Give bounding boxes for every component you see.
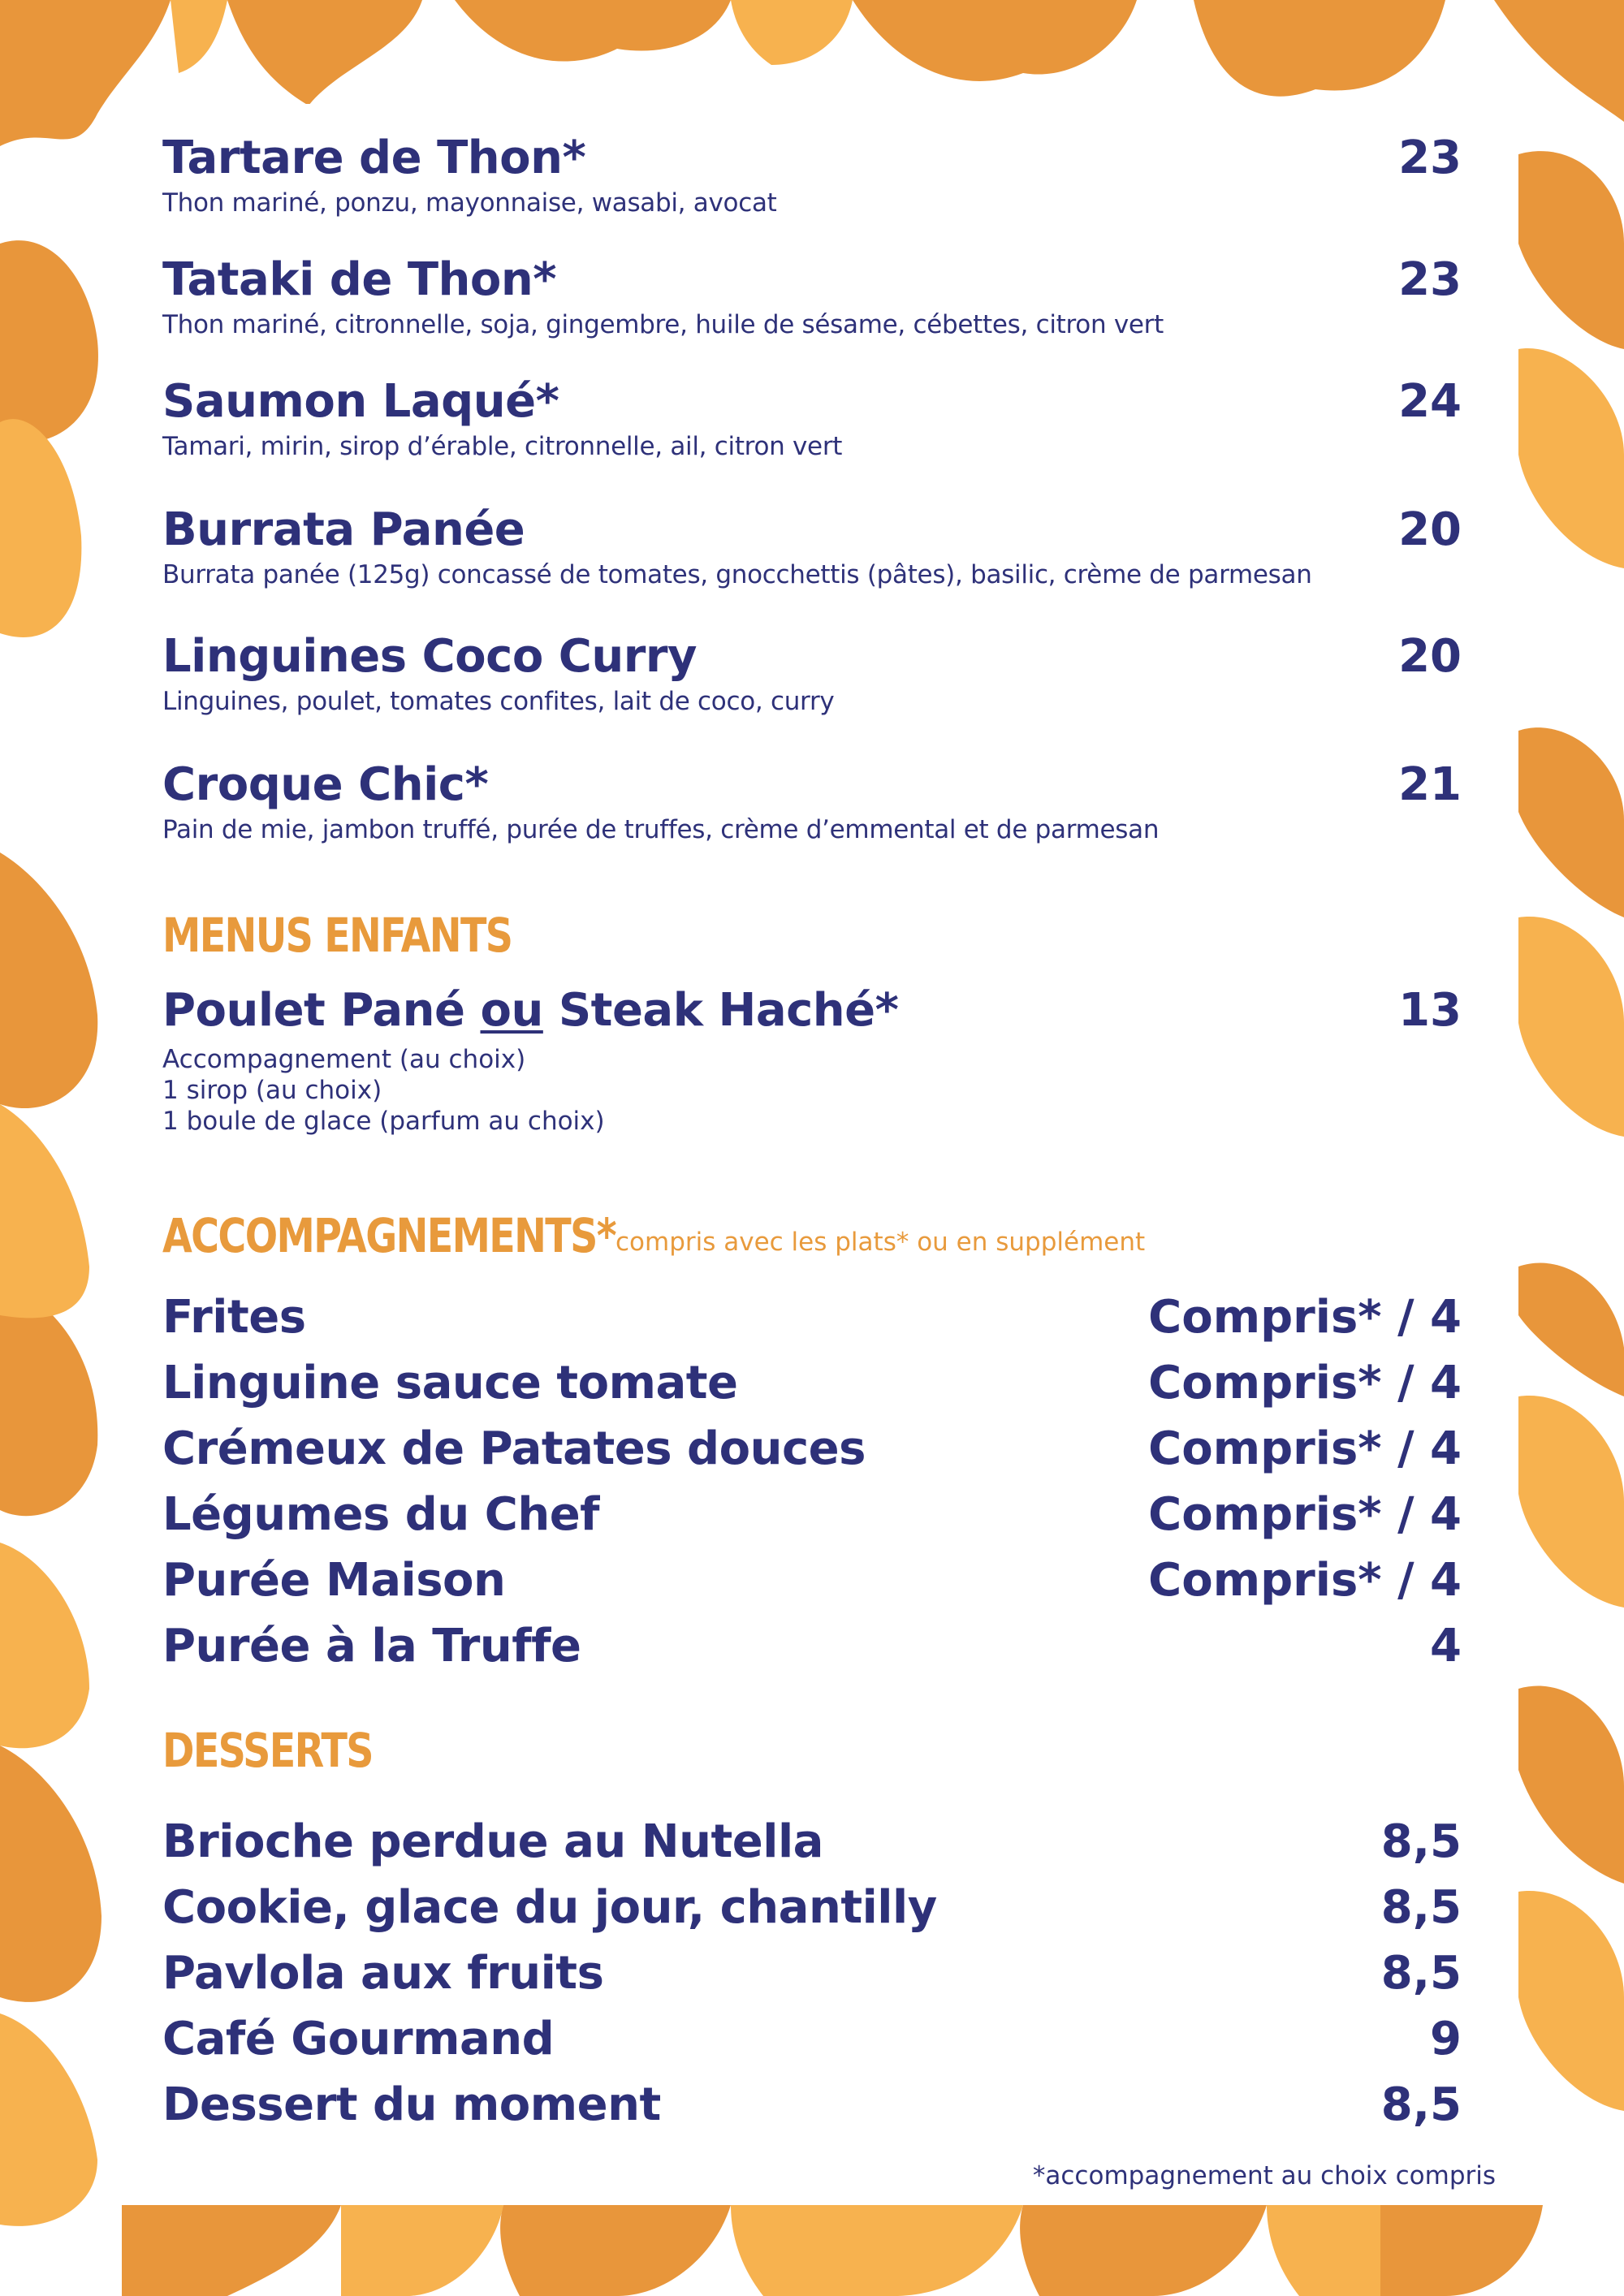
kids-detail-line: 1 sirop (au choix) <box>162 1076 382 1105</box>
dish-name: Burrata Panée <box>162 503 525 556</box>
dish-price: 23 <box>1398 132 1462 184</box>
dessert-item <box>162 1815 1462 1872</box>
dessert-price: 8,5 <box>1380 2078 1462 2131</box>
dessert-price: 9 <box>1430 2013 1462 2065</box>
dish-description: Thon mariné, citronnelle, soja, gingembre, huile de sésame, cébettes, citron vert <box>162 310 1164 339</box>
section-title-sides: ACCOMPAGNEMENTS* <box>162 1208 615 1263</box>
dessert-name: Cookie, glace du jour, chantilly <box>162 1881 937 1934</box>
dish-price: 21 <box>1398 758 1462 811</box>
side-price: Compris* / 4 <box>1148 1488 1462 1541</box>
side-item <box>162 1357 1462 1413</box>
side-item <box>162 1422 1462 1479</box>
kids-menu-details <box>162 1044 605 1137</box>
dish-description: Thon mariné, ponzu, mayonnaise, wasabi, avocat <box>162 188 777 218</box>
side-price: Compris* / 4 <box>1148 1554 1462 1607</box>
kids-option-chicken: Poulet Pané <box>162 984 481 1037</box>
kids-or-word: ou <box>480 984 543 1037</box>
dish-description: Burrata panée (125g) concassé de tomates, gnocchettis (pâtes), basilic, crème de parmesan <box>162 560 1312 589</box>
dish-name: Saumon Laqué* <box>162 375 559 428</box>
kids-detail-line: Accompagnement (au choix) <box>162 1045 526 1074</box>
dish-price: 24 <box>1398 375 1462 428</box>
side-name: Purée Maison <box>162 1554 506 1607</box>
side-item <box>162 1488 1462 1545</box>
section-title-kids: MENUS ENFANTS <box>162 908 512 963</box>
dessert-item <box>162 2078 1462 2135</box>
dish-price: 20 <box>1398 503 1462 556</box>
side-price: Compris* / 4 <box>1148 1357 1462 1409</box>
dessert-price: 8,5 <box>1380 1947 1462 2000</box>
dessert-name: Dessert du moment <box>162 2078 661 2131</box>
side-name: Linguine sauce tomate <box>162 1357 738 1409</box>
dish-description: Pain de mie, jambon truffé, purée de truffes, crème d’emmental et de parmesan <box>162 815 1160 844</box>
dish-description: Linguines, poulet, tomates confites, lait de coco, curry <box>162 687 835 716</box>
side-item <box>162 1291 1462 1348</box>
side-name: Crémeux de Patates douces <box>162 1422 866 1475</box>
kids-menu-name <box>162 984 898 1037</box>
kids-option-steak: Steak Haché* <box>542 984 899 1037</box>
side-item <box>162 1554 1462 1611</box>
dish-price: 20 <box>1398 630 1462 683</box>
dessert-name: Café Gourmand <box>162 2013 555 2065</box>
kids-detail-line: 1 boule de glace (parfum au choix) <box>162 1107 605 1136</box>
dessert-item <box>162 2013 1462 2069</box>
dessert-item <box>162 1881 1462 1938</box>
dessert-item <box>162 1947 1462 2004</box>
dish-name: Croque Chic* <box>162 758 489 811</box>
dessert-price: 8,5 <box>1380 1815 1462 1868</box>
side-price: Compris* / 4 <box>1148 1291 1462 1344</box>
dish-name: Linguines Coco Curry <box>162 630 698 683</box>
dessert-price: 8,5 <box>1380 1881 1462 1934</box>
side-price: Compris* / 4 <box>1148 1422 1462 1475</box>
dish-price: 13 <box>1398 984 1462 1037</box>
section-title-desserts: DESSERTS <box>162 1723 373 1778</box>
sides-note: compris avec les plats* ou en supplément <box>615 1228 1146 1257</box>
side-name: Frites <box>162 1291 306 1344</box>
side-name: Légumes du Chef <box>162 1488 600 1541</box>
side-name: Purée à la Truffe <box>162 1620 581 1672</box>
footnote: *accompagnement au choix compris <box>1032 2161 1496 2190</box>
dish-name: Tartare de Thon* <box>162 132 586 184</box>
dessert-name: Brioche perdue au Nutella <box>162 1815 823 1868</box>
side-price: 4 <box>1430 1620 1462 1672</box>
dessert-name: Pavlola aux fruits <box>162 1947 604 2000</box>
dish-description: Tamari, mirin, sirop d’érable, citronnelle, ail, citron vert <box>162 432 843 461</box>
dish-price: 23 <box>1398 253 1462 306</box>
side-item <box>162 1620 1462 1677</box>
dish-name: Tataki de Thon* <box>162 253 557 306</box>
